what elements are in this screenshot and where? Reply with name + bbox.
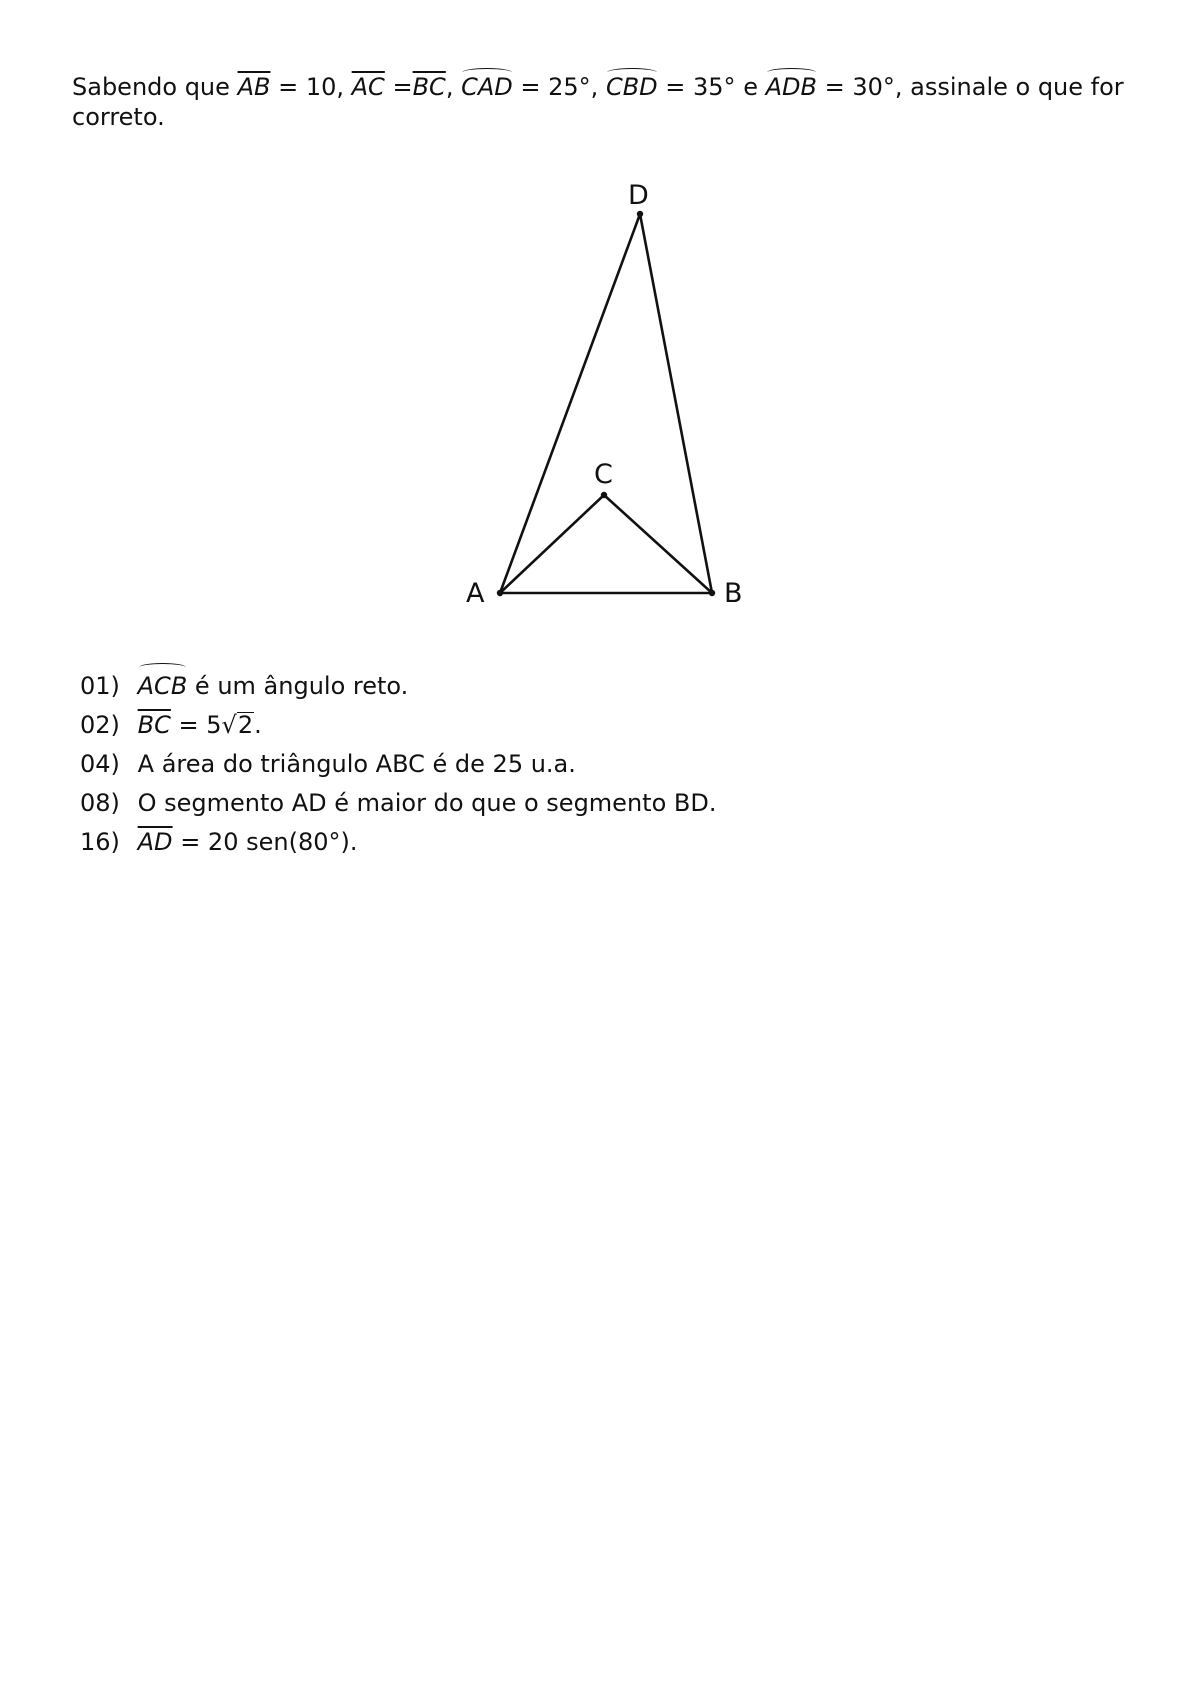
option-text: A área do triângulo ABC é de 25 u.a. bbox=[137, 750, 576, 778]
option-tail: . bbox=[254, 711, 262, 739]
point-a bbox=[497, 590, 503, 596]
option-number: 01) bbox=[80, 672, 120, 700]
label-b: B bbox=[724, 578, 743, 609]
stem-comma: , bbox=[445, 73, 454, 101]
option-02 bbox=[80, 706, 716, 745]
answer-options bbox=[80, 667, 716, 862]
segment-bc: $\overline{BC}$ bbox=[412, 73, 446, 101]
stem-intro: Sabendo que bbox=[72, 73, 230, 101]
option-number: 08) bbox=[80, 789, 120, 817]
option-number: 02) bbox=[80, 711, 120, 739]
segment-bc: $\overline{BC}$ bbox=[137, 711, 171, 739]
option-08 bbox=[80, 784, 716, 823]
triangle-figure bbox=[440, 165, 770, 625]
stem-eq-ab: = 10, bbox=[278, 73, 344, 101]
angle-adb: ADB bbox=[765, 73, 817, 101]
point-c bbox=[601, 492, 607, 498]
option-text: é um ângulo reto. bbox=[194, 672, 409, 700]
point-d bbox=[637, 211, 643, 217]
sqrt-radicand: 2 bbox=[237, 711, 254, 739]
stem-eq-cad: = 25°, bbox=[520, 73, 599, 101]
triangle-diagram bbox=[440, 165, 770, 625]
label-d: D bbox=[628, 180, 649, 211]
option-01 bbox=[80, 667, 716, 706]
label-a: A bbox=[466, 578, 485, 609]
option-text: = 20 sen(80°). bbox=[180, 828, 358, 856]
question-stem bbox=[72, 72, 1132, 132]
label-c: C bbox=[594, 459, 613, 490]
option-text: O segmento AD é maior do que o segmento BD. bbox=[137, 789, 717, 817]
stem-eq-cbd: = 35° e bbox=[665, 73, 758, 101]
segment-ac: $\overline{AC}$ bbox=[351, 73, 385, 101]
option-equals: = 5 bbox=[178, 711, 222, 739]
angle-acb: ACB bbox=[138, 667, 188, 706]
point-b bbox=[709, 590, 715, 596]
option-04 bbox=[80, 745, 716, 784]
stem-eq-adb: = 30°, assinale o que for correto. bbox=[72, 73, 1124, 131]
segment-ad: $\overline{AD}$ bbox=[137, 828, 173, 856]
segment-ac-line bbox=[500, 495, 604, 593]
sqrt-sign-icon: √ bbox=[221, 711, 237, 739]
angle-cbd: CBD bbox=[605, 73, 658, 101]
option-16 bbox=[80, 823, 716, 862]
option-number: 16) bbox=[80, 828, 120, 856]
angle-cad: CAD bbox=[461, 73, 513, 101]
stem-eq-ac: = bbox=[392, 73, 413, 101]
segment-ab: $\overline{AB}$ bbox=[237, 73, 271, 101]
option-number: 04) bbox=[80, 750, 120, 778]
segment-ad-line bbox=[500, 214, 640, 593]
